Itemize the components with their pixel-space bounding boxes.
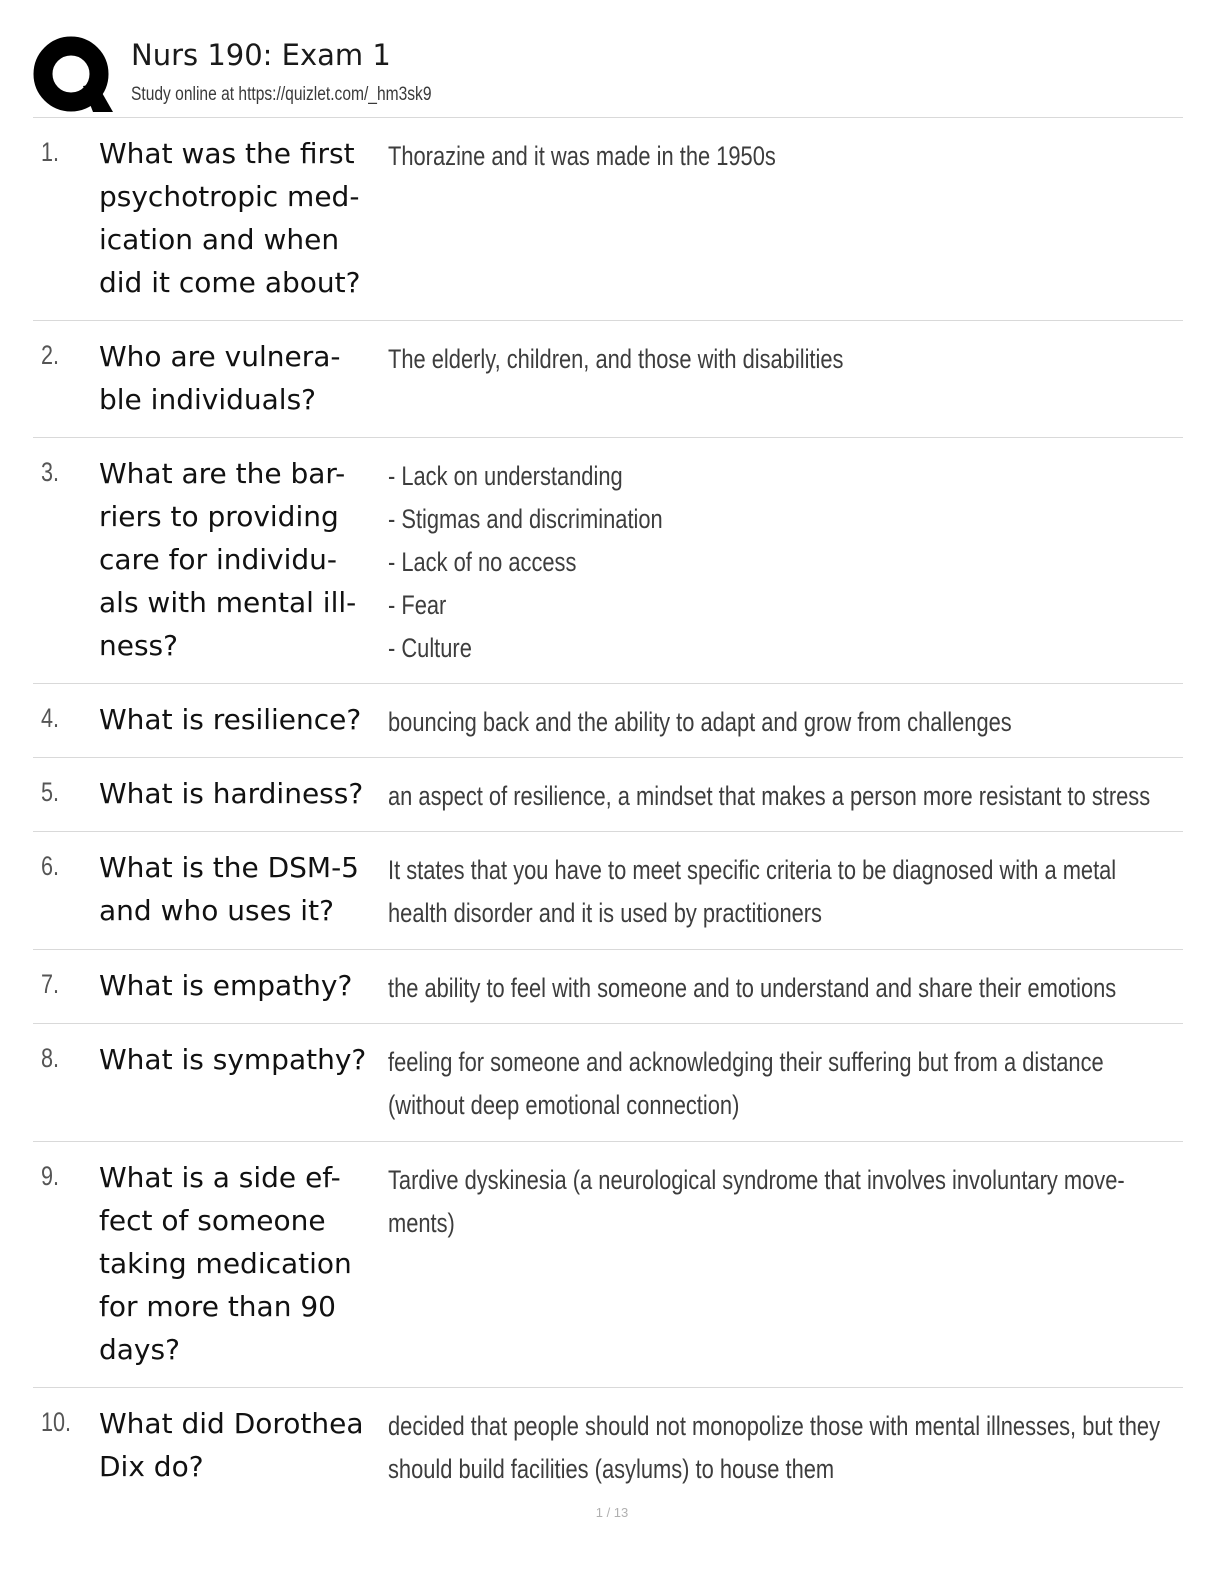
card-number: 9. <box>41 1161 60 1191</box>
card-definition: Tardive dyskinesia (a neurological syndrome that involves involuntary move- ments) <box>388 1165 1125 1238</box>
card-term: Who are vulnera- ble individuals? <box>99 340 341 416</box>
flashcard-row <box>33 832 1183 950</box>
flashcard-row <box>33 118 1183 321</box>
set-title: Nurs 190: Exam 1 <box>131 38 391 72</box>
card-number: 7. <box>41 969 60 999</box>
card-definition: the ability to feel with someone and to understand and share their emotions <box>388 973 1117 1003</box>
card-term: What is empathy? <box>99 969 353 1002</box>
flashcard-list <box>33 118 1183 1498</box>
card-number: 1. <box>41 137 60 167</box>
flashcard-row <box>33 438 1183 684</box>
flashcard-row <box>33 950 1183 1024</box>
card-term: What is a side ef- fect of someone taking medication for more than 90 days? <box>99 1161 352 1366</box>
card-term: What was the first psychotropic med- ication and when did it come about? <box>99 137 361 299</box>
card-number: 2. <box>41 340 60 370</box>
card-number: 3. <box>41 457 60 487</box>
flashcard-row <box>33 1388 1183 1498</box>
card-number: 10. <box>41 1407 72 1437</box>
card-term: What is the DSM-5 and who uses it? <box>99 851 359 927</box>
card-term: What is sympathy? <box>99 1043 367 1076</box>
card-definition: bouncing back and the ability to adapt and grow from challenges <box>388 707 1012 737</box>
flashcard-row <box>33 321 1183 438</box>
card-definition: feeling for someone and acknowledging their suffering but from a distance (without deep emotional connection) <box>388 1047 1104 1120</box>
flashcard-row <box>33 684 1183 758</box>
quizlet-logo-icon <box>33 34 113 114</box>
card-definition: - Lack on understanding - Stigmas and discrimination - Lack of no access - Fear - Culture <box>388 461 663 663</box>
card-definition: decided that people should not monopolize those with mental illnesses, but they should build facilities (asylums) to house them <box>388 1411 1161 1484</box>
card-term: What did Dorothea Dix do? <box>99 1407 364 1483</box>
card-term: What is hardiness? <box>99 777 364 810</box>
card-definition: The elderly, children, and those with disabilities <box>388 344 844 374</box>
card-number: 5. <box>41 777 60 807</box>
flashcard-row <box>33 1142 1183 1388</box>
card-term: What are the bar- riers to providing care for individu- als with mental ill- ness? <box>99 457 357 662</box>
card-number: 4. <box>41 703 60 733</box>
page-header <box>33 30 1183 118</box>
card-definition: It states that you have to meet specific criteria to be diagnosed with a metal health disorder and it is used by practitioners <box>388 855 1117 928</box>
card-number: 8. <box>41 1043 60 1073</box>
card-number: 6. <box>41 851 60 881</box>
study-online-link[interactable]: Study online at https://quizlet.com/_hm3sk9 <box>131 84 432 105</box>
card-definition: Thorazine and it was made in the 1950s <box>388 141 776 171</box>
card-term: What is resilience? <box>99 703 362 736</box>
flashcard-row <box>33 758 1183 832</box>
flashcard-row <box>33 1024 1183 1142</box>
card-definition: an aspect of resilience, a mindset that makes a person more resistant to stress <box>388 781 1151 811</box>
page-number: 1 / 13 <box>595 1505 629 1520</box>
